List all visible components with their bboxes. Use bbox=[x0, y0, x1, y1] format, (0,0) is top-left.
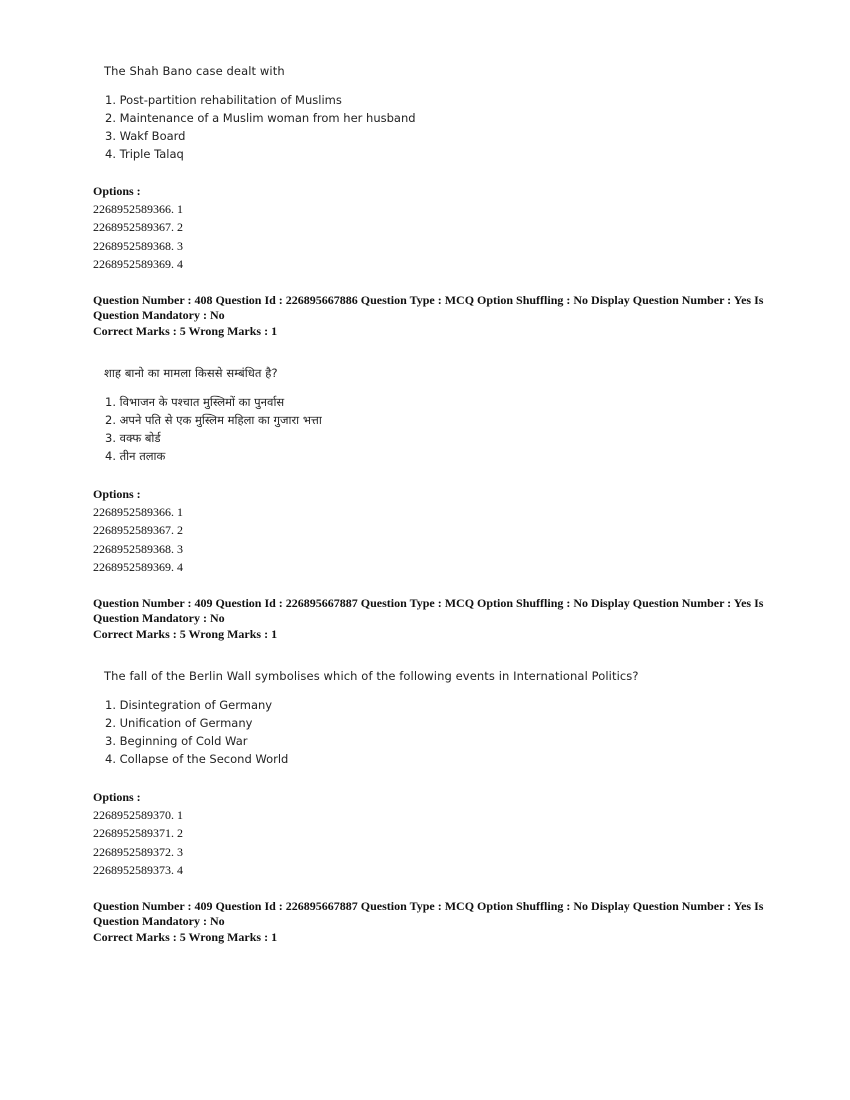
question-text-2: शाह बानो का मामला किससे सम्बंधित है? bbox=[104, 366, 278, 380]
answer-item: 3. Beginning of Cold War bbox=[105, 734, 248, 748]
answer-item: 1. Post-partition rehabilitation of Muslims bbox=[105, 93, 342, 107]
meta-line: Question Number : 409 Question Id : 226895667887 Question Type : MCQ Option Shuffling : No Display Question Number : Yes Is Question Mandatory : No bbox=[93, 899, 764, 928]
option-item: 2268952589366. 1 bbox=[93, 505, 183, 519]
options-label-3: Options : bbox=[93, 790, 141, 804]
option-item: 2268952589372. 3 bbox=[93, 844, 183, 859]
answer-item: 3. Wakf Board bbox=[105, 129, 186, 143]
options-list-3 bbox=[93, 806, 183, 879]
question-meta-3 bbox=[93, 899, 773, 945]
option-item: 2268952589373. 4 bbox=[93, 862, 183, 877]
answer-item: 2. अपने पति से एक मुस्लिम महिला का गुजारा भत्ता bbox=[105, 413, 322, 427]
answer-item: 3. वक्फ बोर्ड bbox=[105, 431, 161, 445]
option-item: 2268952589369. 4 bbox=[93, 559, 183, 574]
answer-item: 4. तीन तलाक bbox=[105, 449, 166, 463]
meta-line: Question Number : 408 Question Id : 226895667886 Question Type : MCQ Option Shuffling : No Display Question Number : Yes Is Question Mandatory : No bbox=[93, 293, 764, 322]
options-label-1: Options : bbox=[93, 184, 141, 198]
answer-list-1 bbox=[105, 91, 416, 163]
answer-item: 1. Disintegration of Germany bbox=[105, 698, 273, 712]
meta-line: Question Number : 409 Question Id : 226895667887 Question Type : MCQ Option Shuffling : No Display Question Number : Yes Is Question Mandatory : No bbox=[93, 596, 764, 625]
options-list-2 bbox=[93, 503, 183, 576]
options-list-1 bbox=[93, 200, 183, 273]
option-item: 2268952589369. 4 bbox=[93, 256, 183, 271]
marks-line: Correct Marks : 5 Wrong Marks : 1 bbox=[93, 930, 278, 944]
option-item: 2268952589368. 3 bbox=[93, 541, 183, 556]
option-item: 2268952589367. 2 bbox=[93, 220, 183, 235]
option-item: 2268952589368. 3 bbox=[93, 238, 183, 253]
answer-item: 4. Collapse of the Second World bbox=[105, 752, 289, 766]
options-label-2: Options : bbox=[93, 487, 141, 501]
answer-item: 4. Triple Talaq bbox=[105, 147, 184, 161]
option-item: 2268952589367. 2 bbox=[93, 523, 183, 538]
question-meta-2 bbox=[93, 596, 773, 642]
answer-list-3 bbox=[105, 696, 288, 768]
question-meta-1 bbox=[93, 293, 773, 339]
answer-item: 2. Maintenance of a Muslim woman from her husband bbox=[105, 111, 416, 125]
question-text-3: The fall of the Berlin Wall symbolises which of the following events in International Politics? bbox=[104, 669, 639, 683]
option-item: 2268952589371. 2 bbox=[93, 826, 183, 841]
option-item: 2268952589366. 1 bbox=[93, 202, 183, 216]
option-item: 2268952589370. 1 bbox=[93, 808, 183, 822]
marks-line: Correct Marks : 5 Wrong Marks : 1 bbox=[93, 324, 278, 338]
answer-list-2 bbox=[105, 393, 322, 465]
question-text-1: The Shah Bano case dealt with bbox=[104, 64, 285, 78]
marks-line: Correct Marks : 5 Wrong Marks : 1 bbox=[93, 627, 278, 641]
answer-item: 2. Unification of Germany bbox=[105, 716, 253, 730]
answer-item: 1. विभाजन के पश्चात मुस्लिमों का पुनर्वास bbox=[105, 395, 285, 409]
